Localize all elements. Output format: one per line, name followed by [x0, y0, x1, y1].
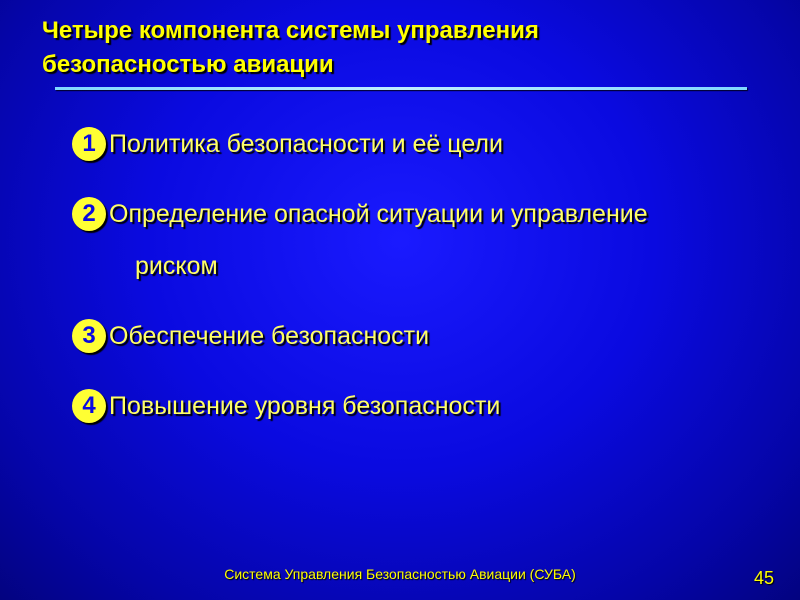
slide-title [42, 14, 682, 82]
list-item-text: Обеспечение безопасности [109, 322, 430, 350]
list-item [72, 310, 712, 362]
list-item [72, 380, 712, 432]
title-divider [55, 87, 747, 90]
number-3-badge-icon: 3 [72, 319, 106, 353]
list-item-text: Политика безопасности и её цели [109, 130, 503, 158]
title-line-1: Четыре компонента системы управления [42, 17, 539, 44]
number-2-badge-icon: 2 [72, 197, 106, 231]
list-item-text: Определение опасной ситуации и управление [109, 200, 648, 228]
number-1-badge-icon: 1 [72, 127, 106, 161]
list-item [72, 188, 712, 292]
list-item-text: Повышение уровня безопасности [109, 392, 501, 420]
list-item-text-wrap [109, 188, 712, 292]
component-list [72, 118, 712, 432]
list-item-text-continued: риском [135, 252, 218, 280]
list-item [72, 118, 712, 170]
page-number: 45 [753, 568, 774, 588]
title-line-2: безопасностью авиации [42, 51, 334, 78]
number-4-badge-icon: 4 [72, 389, 106, 423]
footer-text: Система Управления Безопасностью Авиации (СУБА) [224, 566, 576, 582]
